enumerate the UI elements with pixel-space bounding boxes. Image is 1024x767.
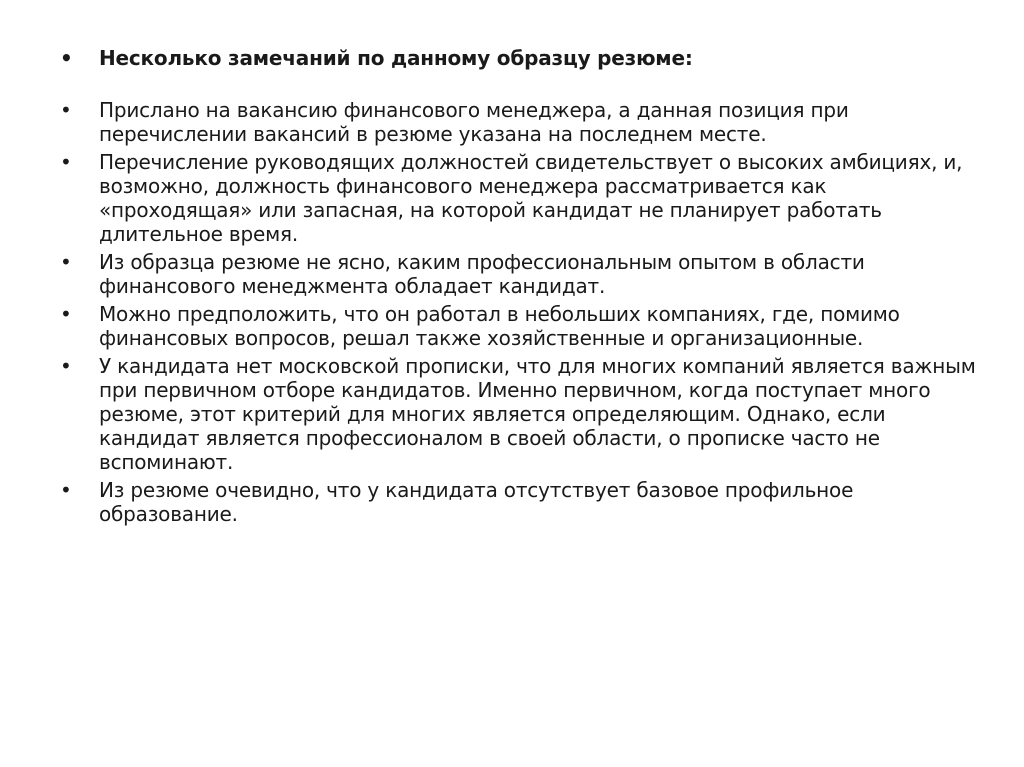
list-item-text: У кандидата нет московской прописки, что для многих компаний является важным при первичном отборе кандидатов. Именно первичном, когда поступает много резюме, этот критерий для многих является определяющим. Однако, если кандидат является профессионалом в своей области, о прописке часто не вспоминают. [99, 354, 976, 474]
list-item [60, 98, 980, 146]
bullet-dot: • [60, 150, 72, 174]
bullet-dot: • [60, 478, 72, 502]
bullet-dot: • [60, 98, 72, 122]
list-item-text: Можно предположить, что он работал в небольших компаниях, где, помимо финансовых вопросов, решал также хозяйственные и организационные. [99, 302, 900, 350]
list-item [60, 250, 980, 298]
heading-item [60, 46, 980, 70]
bullet-dot: • [60, 354, 72, 378]
list-item-text: Прислано на вакансию финансового менеджера, а данная позиция при перечислении вакансий в резюме указана на последнем месте. [99, 98, 849, 146]
bullet-dot: • [60, 302, 72, 326]
slide-heading: Несколько замечаний по данному образцу резюме: [99, 46, 693, 70]
list-item [60, 302, 980, 350]
bullet-dot: • [60, 46, 73, 70]
list-item-text: Из образца резюме не ясно, каким профессиональным опытом в области финансового менеджмента обладает кандидат. [99, 250, 865, 298]
bullet-list [60, 46, 980, 530]
list-item-text: Перечисление руководящих должностей свидетельствует о высоких амбициях, и, возможно, должность финансового менеджера рассматривается как «проходящая» или запасная, на которой кандидат не планирует работать длительное время. [99, 150, 963, 246]
bullet-dot: • [60, 250, 72, 274]
list-item [60, 150, 980, 246]
list-item [60, 478, 980, 526]
list-item [60, 354, 980, 474]
list-item-text: Из резюме очевидно, что у кандидата отсутствует базовое профильное образование. [99, 478, 854, 526]
